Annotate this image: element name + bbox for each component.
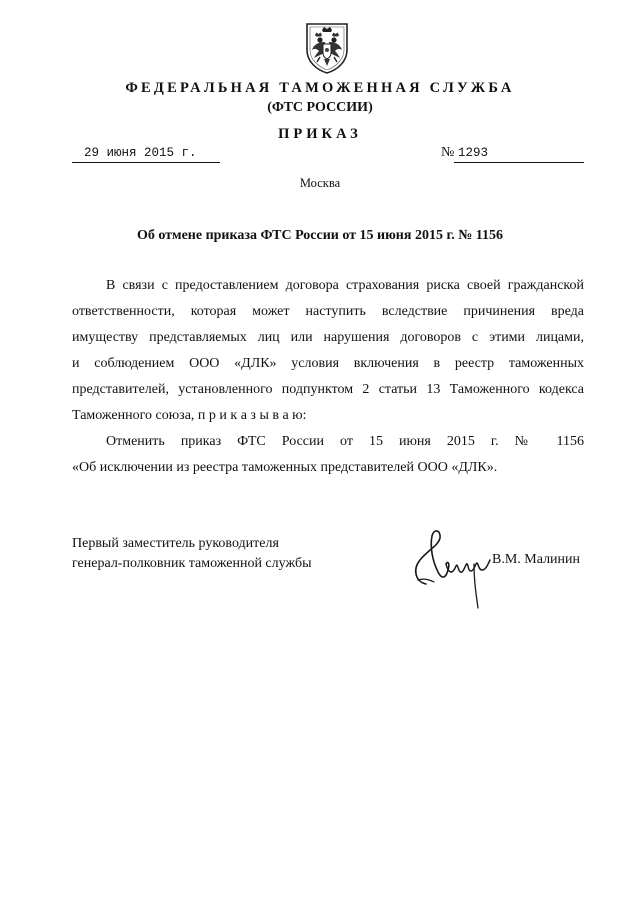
handwritten-signature [398, 520, 494, 612]
text-line: и соблюдением ООО «ДЛК» условия включения в реестр таможенных [72, 356, 584, 371]
body-paragraph-1 [72, 273, 584, 429]
text-line: имуществу представляемых лиц или нарушения договоров с этими лицами, [72, 330, 584, 345]
order-number: 1293 [458, 146, 489, 160]
text-line: Таможенного союза, п р и к а з ы в а ю: [72, 408, 307, 423]
text-line: ответственности, которая может наступить вследствие причинения вреда [72, 304, 584, 319]
text-line: Отменить приказ ФТС России от 15 июня 2015 г. № 1156 [106, 434, 584, 449]
document-type: ПРИКАЗ [278, 126, 362, 142]
signer-position-line: генерал-полковник таможенной службы [72, 556, 312, 571]
number-sign: № [441, 145, 455, 160]
city: Москва [299, 176, 341, 190]
organization-name: ФЕДЕРАЛЬНАЯ ТАМОЖЕННАЯ СЛУЖБА [125, 80, 515, 96]
order-date: 29 июня 2015 г. [84, 146, 197, 160]
order-number-field [454, 146, 584, 163]
body-paragraph-2 [72, 429, 584, 481]
order-subject: Об отмене приказа ФТС России от 15 июня 2015 г. № 1156 [136, 228, 504, 243]
signer-position [72, 534, 311, 574]
coat-of-arms-icon [303, 20, 351, 74]
signer-name: В.М. Малинин [492, 552, 581, 567]
organization-short-name: (ФТС РОССИИ) [267, 100, 373, 115]
text-line: «Об исключении из реестра таможенных представителей ООО «ДЛК». [72, 460, 498, 475]
text-line: В связи с предоставлением договора страхования риска своей гражданской [106, 278, 584, 293]
signer-position-line: Первый заместитель руководителя [72, 536, 279, 551]
text-line: представителей, установленного подпунктом 2 статьи 13 Таможенного кодекса [72, 382, 584, 397]
order-date-field [72, 146, 220, 163]
